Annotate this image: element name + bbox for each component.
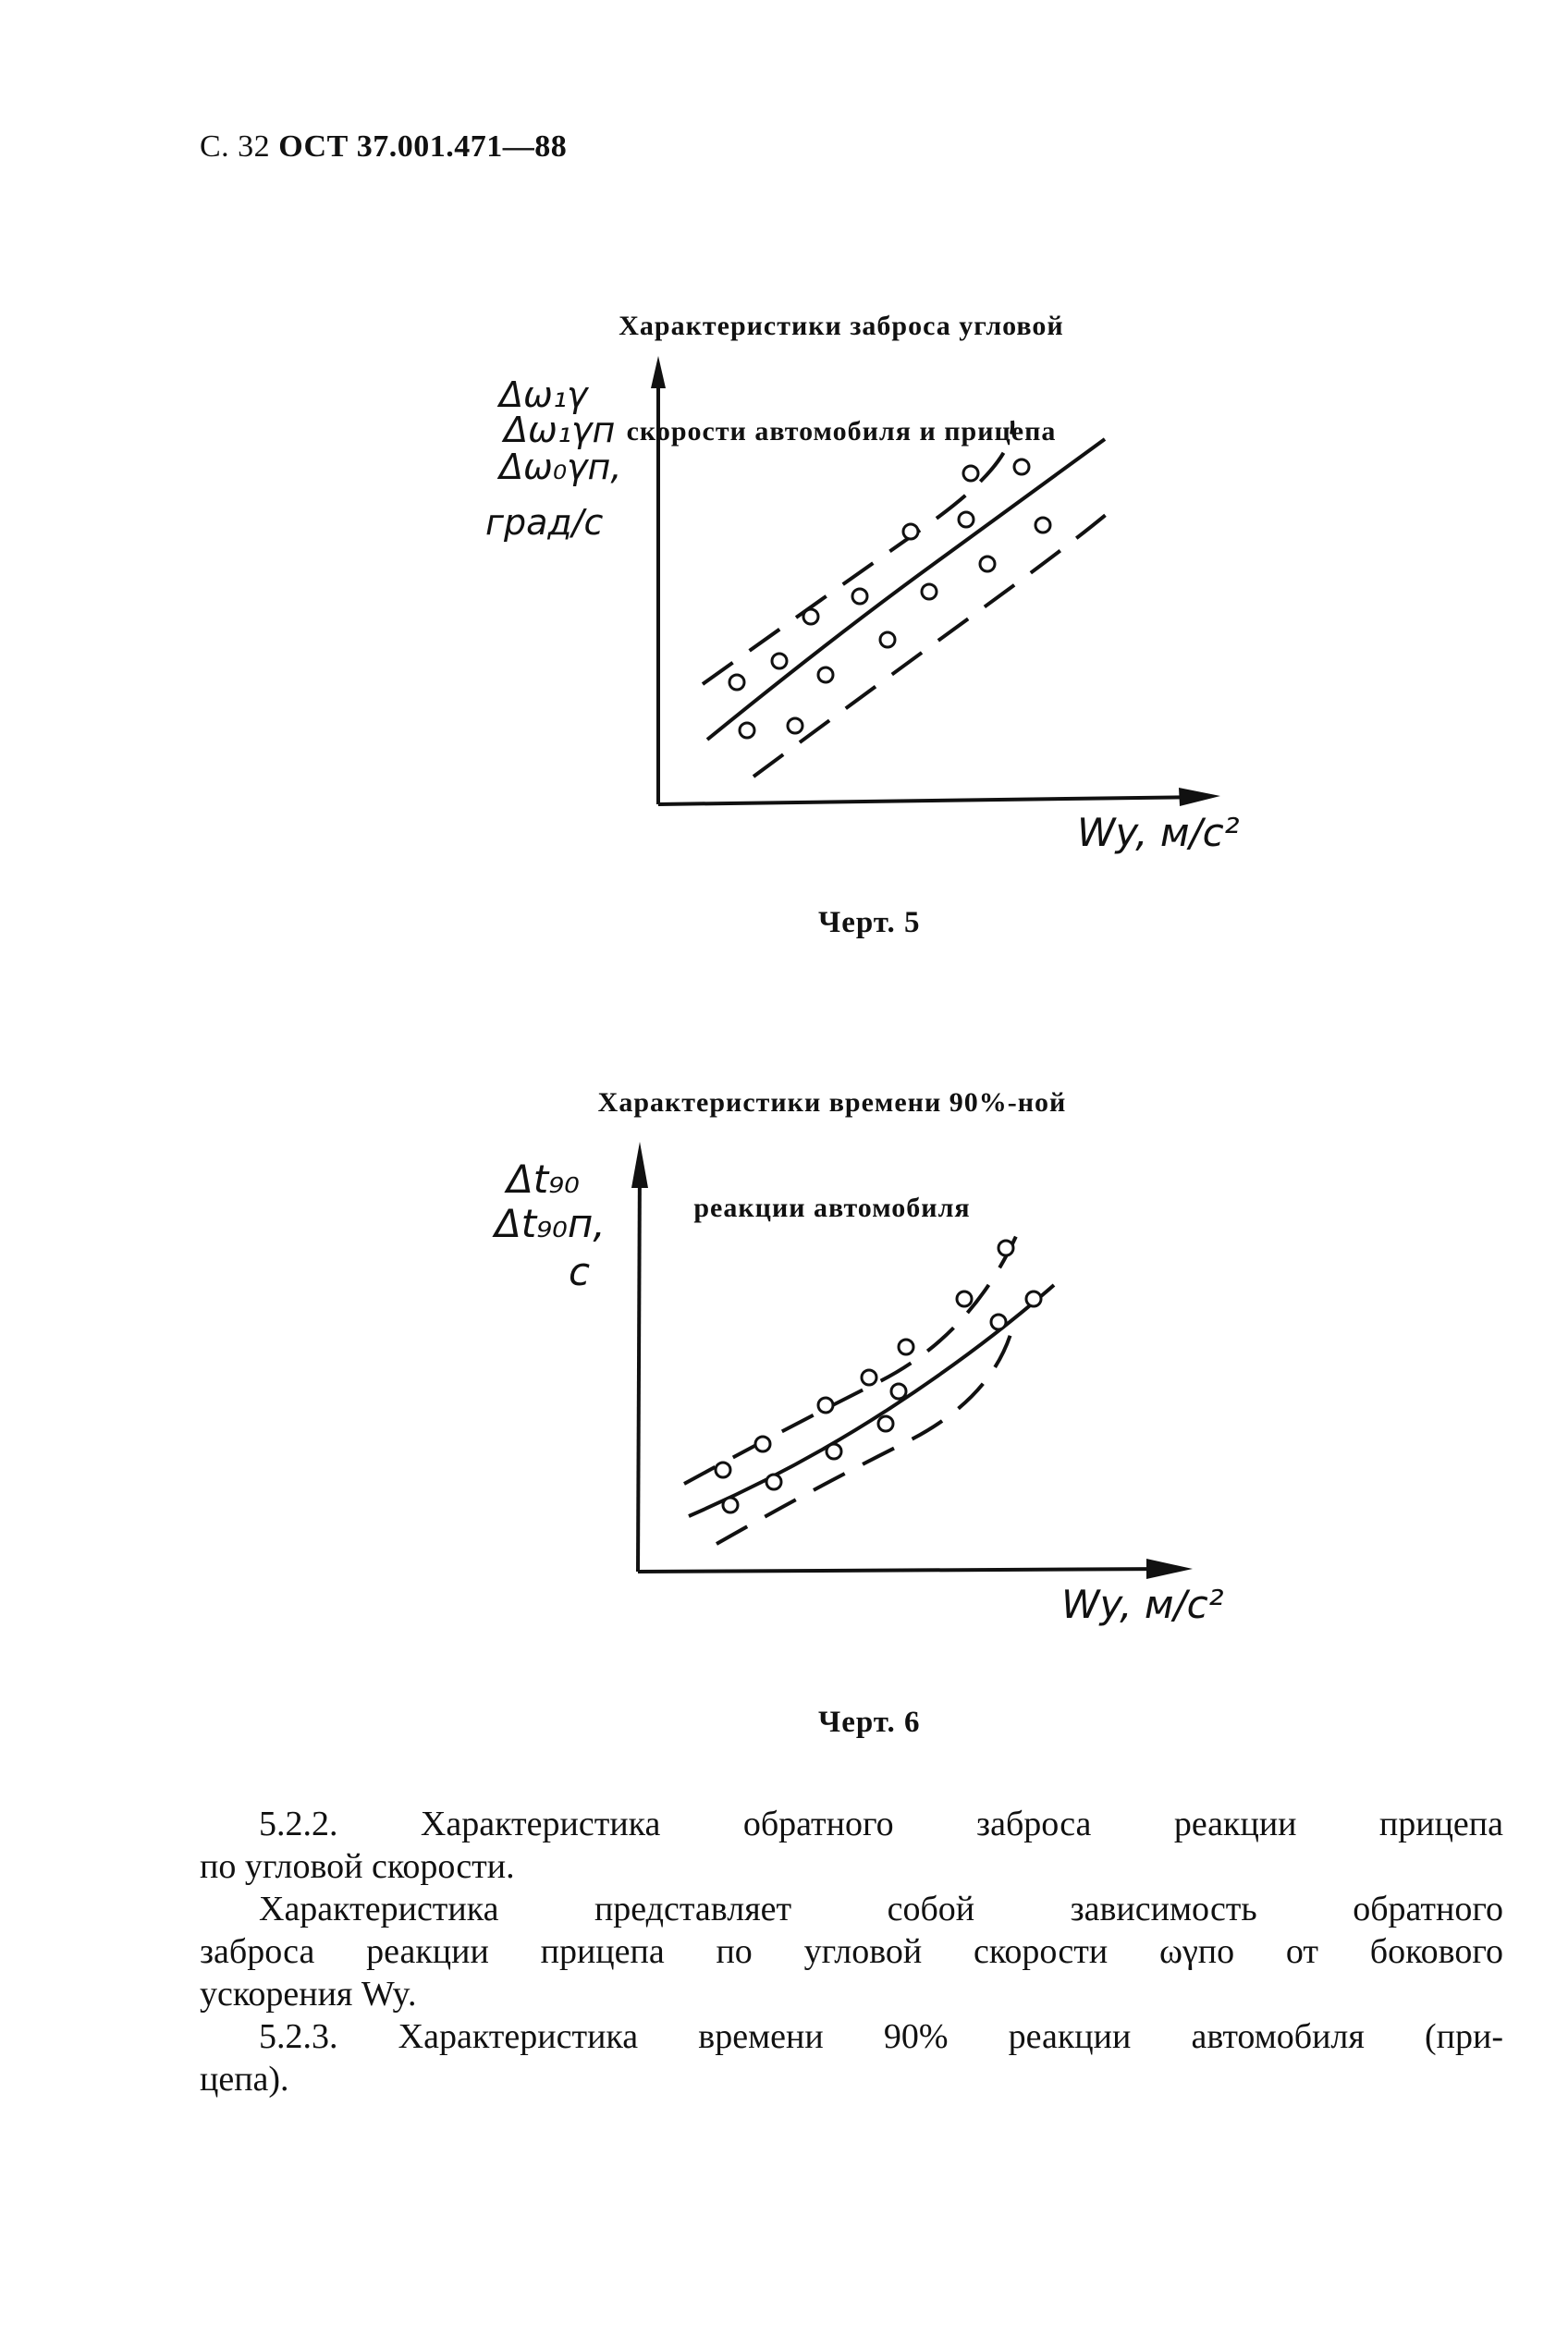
figure6-point — [878, 1416, 893, 1431]
figure5-point — [980, 557, 995, 571]
page-number: С. 32 — [200, 129, 271, 164]
figure5-ylabel-line4: град/с — [485, 502, 604, 543]
figure6-point — [755, 1437, 770, 1451]
figure6-lower-bound-line — [717, 1317, 1015, 1544]
figure5-point — [959, 512, 974, 527]
figure6-point — [723, 1498, 738, 1512]
figure5-point — [740, 723, 754, 738]
standard-number: ОСТ 37.001.471—88 — [278, 129, 568, 164]
figure5-lower-bound-line — [753, 504, 1119, 777]
figure5-ylabel-line1: Δω₁γ — [499, 374, 588, 415]
paragraph-characteristic-line2: заброса реакции прицепа по угловой скорости ωγпо от бокового — [200, 1932, 1503, 1971]
figure5-title-line2: скорости автомобиля и прицепа — [626, 416, 1057, 447]
figure5-xlabel: Wy, м/с² — [1077, 810, 1240, 855]
figure6-ylabel-line3: с — [569, 1249, 591, 1294]
figure6-point — [991, 1315, 1006, 1329]
figure5-x-axis — [658, 797, 1207, 804]
figure6-point — [818, 1398, 833, 1413]
paragraph-5-2-3-line1: 5.2.3. Характеристика времени 90% реакции автомобиля (при- — [259, 2017, 1503, 2056]
figure5-point — [852, 589, 867, 604]
figure6-caption: Черт. 6 — [818, 1706, 921, 1739]
figure6-title-line1: Характеристики времени 90%-ной — [597, 1087, 1067, 1118]
figure6-point — [716, 1463, 730, 1477]
figure6-xlabel: Wy, м/с² — [1061, 1582, 1224, 1627]
figure5-caption: Черт. 5 — [818, 906, 921, 939]
figure6-point — [899, 1340, 913, 1354]
figure6-title — [518, 1015, 1146, 1261]
figure5-point — [903, 524, 918, 539]
figure5-point — [772, 654, 787, 668]
figure5-point — [729, 675, 744, 690]
paragraph-5-2-3-line2: цепа). — [200, 2060, 289, 2099]
figure5-points — [729, 459, 1050, 738]
paragraph-5-2-2-line2: по угловой скорости. — [200, 1847, 515, 1886]
figure6-title-line2: реакции автомобиля — [693, 1193, 971, 1223]
paragraph-5-2-2-line1: 5.2.2. Характеристика обратного заброса реакции прицепа — [259, 1805, 1503, 1843]
figure6-points — [716, 1241, 1041, 1512]
figure6-point — [766, 1475, 781, 1489]
figure5-ylabel-line2: Δω₁γп — [504, 410, 616, 450]
figure5-point — [1035, 518, 1050, 533]
figure5-ylabel-line3: Δω₀γп, — [499, 447, 622, 487]
figure6-point — [891, 1384, 906, 1399]
figure5-point — [788, 718, 802, 733]
paragraph-characteristic-line3: ускорения Wy. — [200, 1975, 417, 2014]
figure5-x-arrow-icon — [1179, 788, 1220, 806]
figure5-title-line1: Характеристики заброса угловой — [619, 311, 1064, 341]
paragraph-characteristic-line1: Характеристика представляет собой зависимость обратного — [259, 1890, 1503, 1928]
figure6-point — [1026, 1292, 1041, 1306]
figure6-ylabel-line1: Δt₉₀ — [507, 1157, 580, 1202]
figure5-point — [880, 632, 895, 647]
figure5-point — [818, 667, 833, 682]
figure5-point — [922, 584, 937, 599]
figure6-x-arrow-icon — [1146, 1559, 1193, 1579]
page-header — [200, 129, 567, 165]
body-text — [200, 1803, 1503, 2100]
figure6-point — [827, 1444, 841, 1459]
figure5-point — [803, 609, 818, 624]
figure6-point — [957, 1292, 972, 1306]
figure6-ylabel-line2: Δt₉₀п, — [495, 1201, 606, 1246]
figure6-x-axis — [638, 1569, 1174, 1572]
figure6-point — [862, 1370, 876, 1385]
figure6-upper-bound-line — [684, 1234, 1017, 1484]
figure6-mean-line — [689, 1285, 1054, 1516]
figure5-title — [518, 239, 1165, 484]
